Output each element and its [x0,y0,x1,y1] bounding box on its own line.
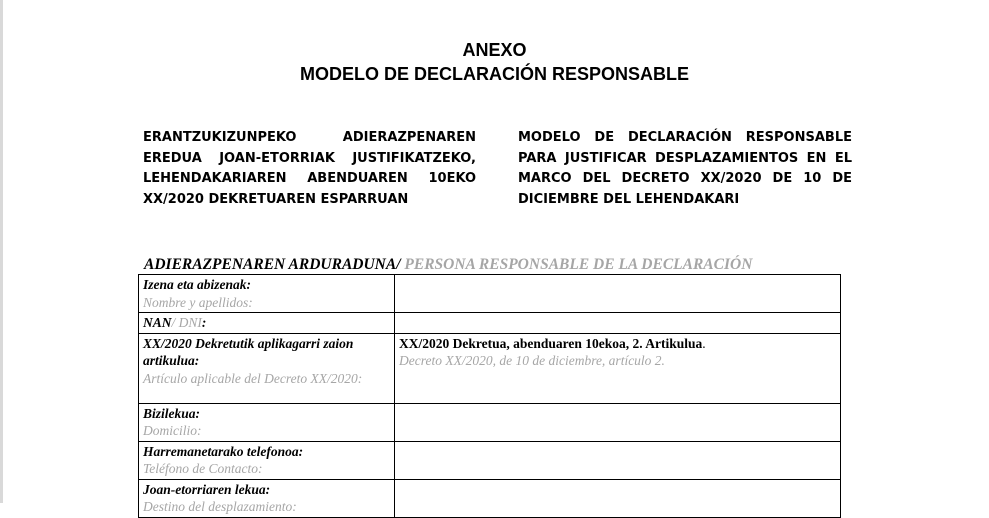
dni-label-cell [139,313,395,334]
table-row [139,333,841,403]
article-label-basque: XX/2020 Dekretutik aplikagarri zaion artikulua: [143,335,354,368]
address-label-spanish: Domicilio: [143,423,202,438]
dni-colon: : [201,315,207,330]
document-title: MODELO DE DECLARACIÓN RESPONSABLE [299,64,690,84]
article-label-spanish: Artículo aplicable del Decreto XX/2020: [143,370,363,386]
name-label-basque: Izena eta abizenak: [143,277,251,292]
destination-label-basque: Joan-etorriaren lekua: [143,481,271,497]
name-label-spanish: Nombre y apellidos: [143,294,253,310]
article-value-period: . [702,335,706,351]
intro-basque: ERANTZUKIZUNPEKO ADIERAZPENAREN EREDUA JOAN-ETORRIAK JUSTIFIKATZEKO, LEHENDAKARIAREN ABENDUAREN 10EKO XX/2020 DEKRETUAREN ESPARRUAN [143,130,476,207]
dni-field[interactable] [395,313,841,334]
declarant-form-table [138,274,841,518]
destination-field[interactable] [395,479,841,517]
table-row [139,479,841,517]
table-row [139,275,841,313]
table-row [139,441,841,479]
name-field[interactable] [395,275,841,313]
destination-label-cell [139,479,395,517]
destination-label-spanish: Destino del desplazamiento: [143,499,297,514]
address-field[interactable] [395,403,841,441]
address-label-cell [139,403,395,441]
dni-separator: / [171,315,179,330]
dni-label-basque: NAN [143,315,172,330]
address-label-basque: Bizilekua: [143,405,201,421]
dni-label-spanish: DNI [178,315,202,330]
phone-field[interactable] [395,441,841,479]
intro-spanish: MODELO DE DECLARACIÓN RESPONSABLE PARA JUSTIFICAR DESPLAZAMIENTOS EN EL MARCO DEL DECRETO XX/2020 DE 10 DE DICIEMBRE DEL LEHENDAKARI [518,130,852,207]
annex-title: ANEXO [462,40,527,60]
section-heading [144,256,752,274]
table-row [139,313,841,334]
phone-label-basque: Harremanetarako telefonoa: [143,443,304,459]
name-label-cell [139,275,395,313]
section-heading-basque: ADIERAZPENAREN ARDURADUNA/ [144,256,401,273]
article-value-basque: XX/2020 Dekretua, abenduaren 10ekoa, 2. Artikulua [399,335,703,351]
article-value-spanish: Decreto XX/2020, de 10 de diciembre, artículo 2. [399,353,665,368]
table-row [139,403,841,441]
phone-label-cell [139,441,395,479]
section-heading-spanish: PERSONA RESPONSABLE DE LA DECLARACIÓN [400,256,753,273]
article-value-cell [395,333,841,403]
article-label-cell [139,333,395,403]
phone-label-spanish: Teléfono de Contacto: [143,461,263,476]
